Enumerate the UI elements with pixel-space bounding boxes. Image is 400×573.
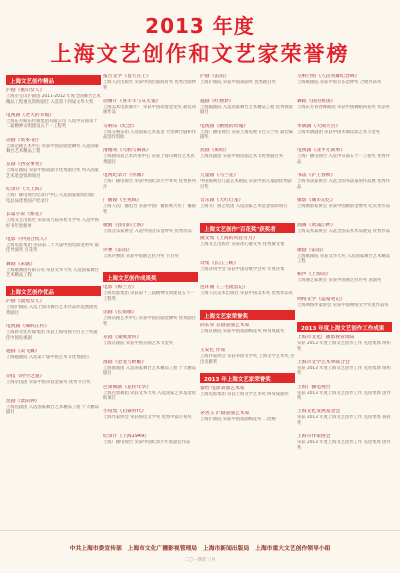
entry-description: 荣获 2013 年度上海文艺创作工作 先进集体 扶持奖	[297, 415, 391, 426]
honor-entry	[103, 385, 198, 408]
entry-description: 上海广播电视台 荣获中国纪录片学术奖 优秀系列片	[103, 179, 196, 190]
entry-description: 上海交响乐团 入选国家艺术基金 大型舞台剧和作品创作资助	[103, 129, 196, 141]
honor-entry	[297, 99, 392, 122]
column-2	[103, 74, 198, 524]
honor-entry	[297, 434, 392, 457]
entry-description: 上海歌舞团有限公司 荣获文华大奖 入选国家舞台艺术精品工程	[6, 267, 99, 279]
honor-entry	[103, 99, 198, 122]
honor-entry	[297, 297, 392, 320]
entry-description: 上海淮剧团 入选国家舞台艺术精品工程 十大精品剧目	[103, 365, 196, 377]
entry-description: 上海广播电视台 荣获中国纪录片年度最佳作品	[103, 440, 191, 446]
entry-title: 电视剧《北平无战事》	[297, 148, 345, 154]
entry-description: 上海沪剧院 荣获中国戏剧奖 优秀剧目奖	[200, 80, 276, 85]
honor-entry	[297, 223, 392, 246]
entry-description: 上海越剧院 入选国家舞台艺术精品工程 优秀保留剧目	[200, 104, 293, 116]
honor-entry	[103, 409, 198, 432]
entry-description: 上海评弹团 荣获中国曲艺牡丹奖 节目奖	[103, 253, 179, 259]
entry-title: 越剧《双飞翼》	[6, 348, 40, 354]
entry-title: 评弹《雷雨》	[103, 247, 132, 253]
entry-title: 电影《中国合伙人》	[6, 236, 50, 242]
entry-description: 上海文广演艺集团 入选国家艺术基金资助项目	[200, 203, 288, 209]
section-header: 2013 年上海文艺家荣誉奖	[200, 373, 295, 383]
honor-entry	[297, 409, 392, 432]
honor-entry	[6, 138, 101, 161]
column-4	[297, 74, 392, 524]
honor-entry	[200, 236, 295, 259]
page-header	[0, 0, 400, 70]
entry-title: 书法《沪上春秋》	[297, 173, 336, 179]
entry-title: 芭蕾舞剧《花样年华》	[103, 384, 151, 390]
footer-date: 二〇一四年三月	[184, 558, 216, 563]
entry-title: 油画《黄浦江畔》	[297, 222, 336, 228]
honor-entry	[200, 148, 295, 171]
entry-title: 舞剧《朱鹮》	[6, 261, 35, 267]
entry-title: 连环画《三毛流浪记》	[200, 285, 248, 291]
honor-entry	[103, 74, 198, 97]
honor-entry	[103, 148, 198, 171]
entry-title: 相声《上海话》	[297, 272, 331, 278]
honor-entry	[6, 349, 101, 372]
entry-title: 上海广播电视台	[297, 384, 331, 390]
entry-title: 上海市作家协会	[297, 434, 331, 440]
honor-entry	[6, 262, 101, 285]
honor-entry	[200, 285, 295, 308]
entry-title: 淮剧《金龙与蜉蝣》	[103, 359, 147, 365]
honor-entry	[297, 124, 392, 147]
entry-title: 电视剧《辣妈正传》	[6, 324, 50, 330]
entry-title: 小说集《启蒙时代》	[103, 409, 147, 415]
entry-description: 上海京剧院 荣获中国京剧艺术节金奖	[103, 340, 174, 346]
honor-entry	[200, 411, 295, 434]
entry-title: 纪录片《大上海》	[6, 187, 45, 193]
entry-description: 上海京剧院 荣获中国戏剧节优秀剧目奖 列入国家艺术基金资助项目	[6, 168, 99, 179]
entry-description: 荣获 2013 年度上海文艺创作工作 先进集体 组织奖	[297, 365, 391, 377]
entry-description: 上海文艺出版社 荣获第九届茅盾文学奖 入选中国好书年度榜单	[6, 217, 99, 229]
entry-description: 上海文艺出版社 荣获冰心散文奖 优秀散文集	[200, 241, 285, 247]
column-3	[200, 74, 295, 524]
column-1	[6, 74, 101, 524]
footer-organizations: 中共上海市委宣传部 上海市文化广播影视管理局 上海市新闻出版局 上海市重大文艺创作领导小组	[69, 546, 331, 552]
section-header: 2013 年度上海文艺创作工作成果	[297, 322, 392, 332]
entry-title: 话剧《长恨歌》	[103, 310, 137, 316]
section-header: 上海文艺创作成果奖	[103, 272, 198, 282]
entry-description: 荣获 2013 年度上海文艺创作工作 先进集体 创作奖	[297, 440, 391, 451]
honor-entry	[6, 113, 101, 136]
section-header: 上海文艺创作优品	[6, 286, 101, 296]
honor-entry	[297, 385, 392, 408]
section-header: 上海文艺家荣誉奖	[200, 310, 295, 320]
entry-description: 上海电影集团 荣获第二十九届中国电影金鸡奖 最佳导演奖 百花奖	[6, 242, 99, 254]
entry-title: 儿童剧《马兰花》	[200, 173, 239, 179]
section-header: 上海文艺创作"百花奖"获奖者	[200, 223, 295, 233]
title-year: 2013 年度	[145, 14, 255, 38]
entry-title: 越剧《红楼梦》	[200, 98, 234, 104]
entry-title: 散文集《上海的风花雪月》	[200, 235, 258, 241]
page-footer	[0, 530, 400, 573]
honor-entry	[297, 335, 392, 358]
entry-description: 上海网络作家协会 荣获中国网络文学年度作品奖	[297, 303, 389, 309]
honor-entry	[6, 88, 101, 111]
honor-entry	[103, 434, 198, 457]
entry-title: 电视剧《老大的幸福》	[6, 112, 54, 118]
honor-entry	[200, 261, 295, 284]
entry-title: 电影《梅兰芳》	[103, 285, 137, 291]
honor-entry	[297, 272, 392, 295]
entry-description: 上海电影集团 荣获上海文学艺术奖 终身成就奖	[200, 391, 289, 397]
honor-entry	[103, 310, 198, 333]
entry-title: 京剧《成败萧何》	[103, 334, 142, 340]
honor-entry	[297, 173, 392, 196]
entry-description: 上海京剧院 荣获中国戏剧梅花奖 终身成就奖	[200, 329, 285, 335]
entry-title: 电视剧《燃烧的玫瑰》	[200, 123, 248, 129]
entry-title: 交响合唱《人民英雄纪念碑》	[297, 74, 360, 79]
entry-title: 茅善玉 沪剧表演艺术家	[200, 410, 250, 416]
entry-description: 上海作家协会 荣获茅盾文学奖 上海文学艺术奖 杰出贡献奖	[200, 353, 295, 365]
section-header: 上海文艺创作精品	[6, 75, 101, 85]
entry-description: 上海话剧艺术中心 荣获中国话剧金狮奖 入选国家舞台艺术精品工程	[6, 143, 99, 155]
entry-title: 滑稽戏《乌鸦与麻雀》	[103, 148, 151, 154]
entry-title: 长篇小说《繁花》	[6, 211, 45, 217]
entry-description: 上海作家协会 荣获鲁迅文学奖 优秀中篇小说奖	[103, 415, 192, 421]
honor-entry	[297, 248, 392, 271]
honor-entry	[6, 162, 101, 185]
entry-title: 木偶剧《大闹天宫》	[297, 123, 341, 129]
entry-description: 上海人民出版社 荣获中国出版政府奖 优秀出版物奖	[103, 80, 196, 91]
entry-title: 纪录片《上海1949》	[103, 434, 149, 440]
entry-description: 上海歌剧院 荣获中国音乐金钟奖 合唱作品奖	[297, 80, 382, 85]
entry-title: 沪剧《雷雨》	[200, 74, 229, 79]
honor-entry	[297, 148, 392, 171]
entry-description: 上海摄影家协会 荣获中国摄影金像奖 纪实类作品	[297, 203, 390, 209]
honor-entry	[200, 74, 295, 97]
entry-title: 上海市文化广播影视管理局	[297, 334, 355, 340]
honor-entry	[200, 348, 295, 371]
entry-description: 上海市宝山沪剧团 2011-2012 年度全国舞台艺术精品工程重点资助剧目 入选第十四届文华大奖	[6, 94, 101, 105]
entry-description: 中国福利会儿童艺术剧院 荣获中国儿童剧优秀剧目奖	[200, 179, 292, 190]
entry-description: 上海人民美术出版社 荣获中国美术奖 优秀作品奖	[200, 291, 293, 297]
entry-title: 昆剧《景阳钟》	[6, 398, 40, 404]
entry-description: 上海芭蕾舞团 荣获文华大奖 入选国家艺术基金资助项目	[103, 390, 196, 402]
honor-entry	[103, 360, 198, 383]
entry-description: 上海木偶剧团 荣获中国木偶皮影艺术节金奖	[297, 129, 381, 135]
entry-title: 沪剧《挑山女人》	[6, 88, 45, 93]
entry-title: 沪剧《敦煌女儿》	[6, 299, 45, 305]
entry-title: 网络文学《盗墓笔记》	[297, 297, 345, 303]
entry-title: 王安忆 作家	[200, 347, 226, 353]
honor-entry	[200, 386, 295, 409]
entry-description: 上海沪剧院 荣获中国戏剧梅花奖 二度梅	[200, 416, 276, 422]
honor-entry	[200, 323, 295, 346]
entry-title: 动画片《喜羊羊与灰太狼》	[103, 98, 161, 104]
entry-description: 上海广播电视台 荣获上海电视节白玉兰奖 最佳编剧奖	[200, 129, 293, 141]
entry-title: 电视纪录片《外滩》	[103, 173, 147, 179]
page-title: 上海文艺创作和文艺家荣誉榜	[50, 42, 350, 66]
honor-entry	[200, 99, 295, 122]
entry-description: 上海电影集团 荣获第十三届精神文明建设五个一工程奖	[103, 291, 195, 302]
honor-entry	[103, 285, 198, 308]
entry-description: 上海人民广播电台 荣获中国广播影视大奖 广播剧奖	[103, 203, 196, 215]
honor-entry	[6, 324, 101, 347]
entry-title: 报告文学《苍天在上》	[103, 74, 151, 79]
entry-description: 上海新文化传媒集团 荣获上海电视节白玉兰奖最佳中国电视剧	[6, 330, 98, 341]
entry-title: 舞蹈《我的祖国》	[297, 98, 336, 104]
entry-description: 上海东方娱乐传媒集团有限公司 入选中宣部第十二届精神文明建设五个一工程奖	[6, 118, 98, 130]
entry-description: 上海昆剧团 入选国家舞台艺术精品工程 十大精品剧目	[6, 404, 99, 416]
honor-entry	[103, 124, 198, 147]
honor-entry	[6, 237, 101, 260]
entry-title: 摄影《城市记忆》	[297, 197, 336, 203]
entry-description: 荣获 2013 年度上海文艺创作工作 先进集体 组织奖	[297, 340, 391, 352]
entry-title: 歌曲《我们的上海》	[103, 222, 147, 228]
honor-entry	[103, 248, 198, 271]
entry-description: 荣获 2013 年度上海文艺创作工作 先进集体 创作奖	[297, 390, 391, 402]
entry-description: 上海歌剧院 荣获文华大奖 入选国家舞台艺术精品工程	[297, 253, 390, 265]
entry-title: 上海市文学艺术界联合会	[297, 359, 350, 365]
entry-description: 上海话剧艺术中心 荣获中国话剧金狮奖 优秀剧目奖	[103, 316, 196, 327]
honor-entry	[297, 74, 392, 97]
entry-title: 广播剧《生死线》	[103, 197, 142, 203]
honor-list-grid	[6, 74, 394, 524]
entry-title: 诗集《长江三峡》	[200, 260, 239, 266]
honor-entry	[6, 187, 101, 210]
honor-entry	[6, 299, 101, 322]
entry-description: 上海诗词学会 荣获中国诗歌学会奖 年度诗集	[200, 266, 285, 272]
entry-title: 音乐剧《大红灯笼》	[200, 197, 244, 203]
entry-description: 上海美术家协会 入选全国美术作品展览 优秀作品	[297, 228, 390, 234]
honor-entry	[103, 223, 198, 246]
entry-description: 上海东方青春舞蹈团 荣获中国舞蹈荷花奖 作品奖	[297, 104, 390, 110]
entry-description: 上海广播电视台 入选中宣部五个一工程奖 优秀作品	[297, 154, 390, 165]
entry-description: 上海沪剧院 入选上海市舞台艺术作品评选展演优秀剧目	[6, 305, 98, 316]
entry-title: 话剧《资本·论》	[6, 137, 42, 143]
entry-title: 昆剧《班昭》	[200, 148, 229, 154]
honor-entry	[6, 212, 101, 235]
honor-entry	[103, 173, 198, 196]
entry-description: 上海美术电影制片厂 荣获中国动漫金龙奖 最佳动画作品	[103, 104, 196, 116]
honor-entry	[103, 335, 198, 358]
honor-entry	[297, 198, 392, 221]
entry-description: 上海越剧院 入选第十届中国艺术节优秀剧目	[6, 354, 90, 360]
honor-entry	[6, 399, 101, 422]
entry-description: 上海杂技团 荣获中国杂技金菊奖 优秀节目奖	[6, 379, 91, 385]
honor-entry	[200, 124, 295, 147]
entry-description: 上海音乐家协会 入选中国音乐金钟奖 优秀作品	[103, 228, 192, 234]
entry-title: 交响乐《纪念》	[103, 123, 137, 129]
entry-description: 上海独角戏艺术传承中心 荣获上海市舞台艺术优秀剧目	[103, 154, 195, 165]
entry-title: 京剧《西安事变》	[6, 162, 45, 168]
honor-entry	[103, 198, 198, 221]
honor-entry	[200, 198, 295, 221]
entry-description: 上海书法家协会 入选全国书法篆刻作品展 优秀作品	[297, 179, 390, 190]
entry-description: 上海昆剧团 荣获中国昆剧艺术节优秀剧目奖	[200, 154, 284, 160]
honor-entry	[200, 173, 295, 196]
entry-title: 杂技《时空之旅》	[6, 373, 45, 379]
entry-title: 歌剧《雷雨》	[297, 247, 326, 253]
honor-entry	[297, 360, 392, 383]
entry-description: 上海广播电视台纪录片中心 入选国家新闻出版广电总局优秀国产纪录片	[6, 193, 98, 204]
entry-title: 尚长荣 京剧表演艺术家	[200, 323, 250, 329]
honor-entry	[6, 374, 101, 397]
entry-title: 秦怡 电影表演艺术家	[200, 385, 245, 391]
entry-title: 上海文化发展基金会	[297, 409, 341, 415]
entry-description: 上海曲艺家协会 荣获中国曲艺牡丹奖 表演奖	[297, 278, 382, 284]
